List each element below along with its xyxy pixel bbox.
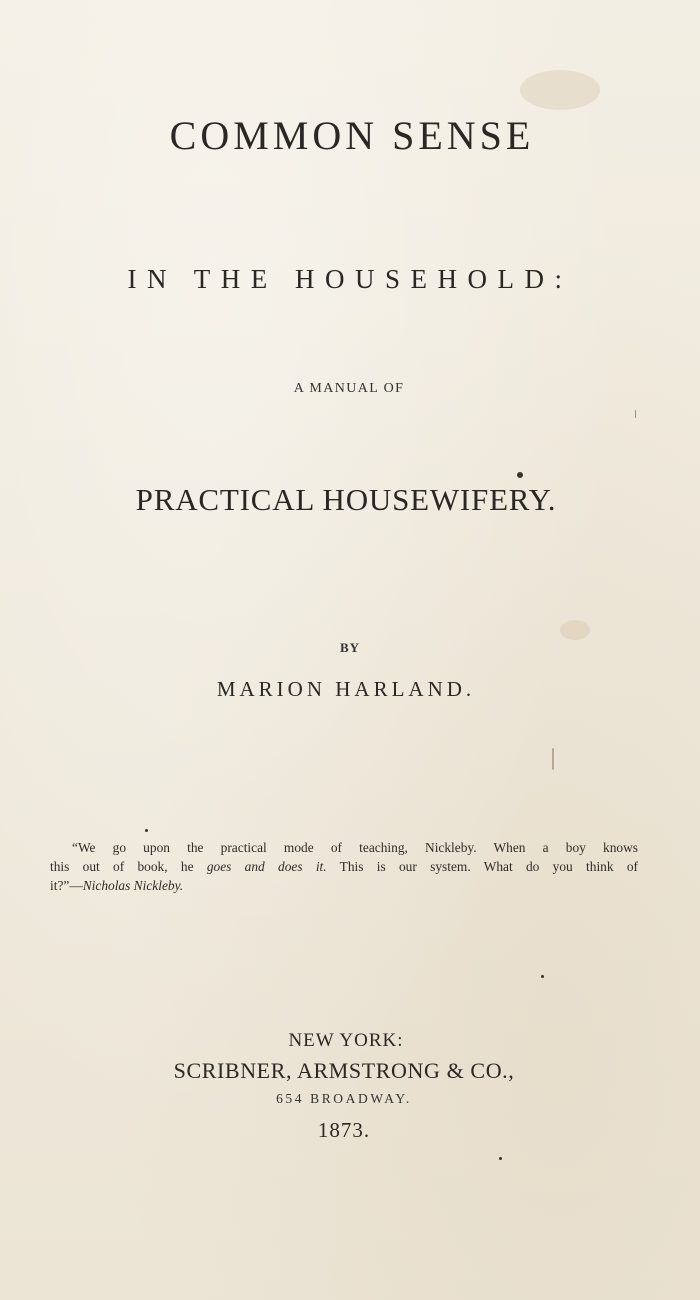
imprint-year: 1873. [317,1118,371,1142]
epigraph-line-3 [50,876,638,895]
imprint-address: 654 BROADWAY. [276,1091,412,1106]
ink-speck [552,748,554,770]
author-name: MARION HARLAND. [216,677,476,701]
epigraph-line-2 [50,857,638,876]
imprint-publisher: SCRIBNER, ARMSTRONG & CO., [173,1058,515,1083]
ink-speck [635,410,636,418]
book-subject: PRACTICAL HOUSEWIFERY. [135,482,557,517]
epigraph-line-3-start: it?”— [50,878,83,893]
ink-speck [145,829,148,832]
book-subtitle: IN THE HOUSEHOLD: [127,264,573,294]
epigraph-quote [50,838,638,895]
ink-speck [499,1157,502,1160]
book-title: COMMON SENSE [169,113,535,158]
epigraph-line-2-end: This is our system. What do you think of [326,859,639,874]
ink-speck [517,472,523,478]
epigraph-emphasis: goes and does it. [206,859,327,874]
imprint-place: NEW YORK: [288,1030,404,1051]
epigraph-line-2-start: this out of book, he [50,859,207,874]
epigraph-line-1: “We go upon the practical mode of teaching, Nickleby. When a boy knows [72,840,638,855]
manual-line: A MANUAL OF [293,381,405,396]
ink-speck [541,975,544,978]
by-line: BY [339,640,361,655]
paper-stain [560,620,590,640]
paper-stain [520,70,600,110]
epigraph-source: Nicholas Nickleby. [82,878,184,893]
